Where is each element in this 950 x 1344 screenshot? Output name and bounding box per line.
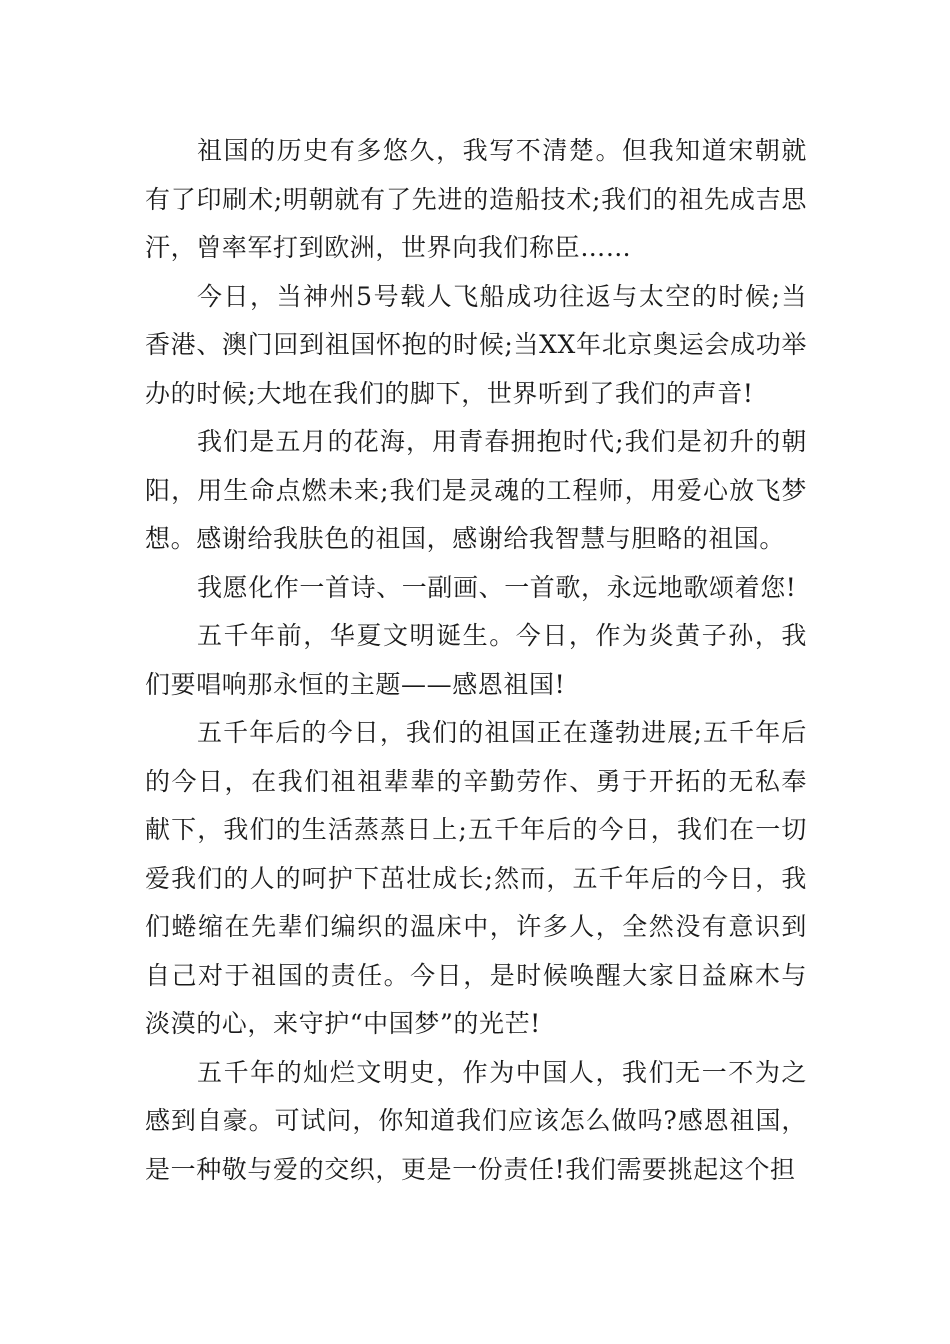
paragraph: 五千年后的今日，我们的祖国正在蓬勃进展;五千年后的今日，在我们祖祖辈辈的辛勤劳作、勇于开拓的无私奉献下，我们的生活蒸蒸日上;五千年后的今日，我们在一切爱我们的人的呵护下茁壮成长;然而，五千年后的今日，我们蜷缩在先辈们编织的温床中，许多人，全然没有意识到自己对于祖国的责任。今日，是时候唤醒大家日益麻木与淡漠的心，来守护“中国梦”的光芒! <box>145 718 807 1038</box>
paragraph: 今日，当神州5号载人飞船成功往返与太空的时候;当香港、澳门回到祖国怀抱的时候;当XX年北京奥运会成功举办的时候;大地在我们的脚下，世界听到了我们的声音! <box>145 281 807 408</box>
paragraph: 我愿化作一首诗、一副画、一首歌，永远地歌颂着您! <box>197 572 797 602</box>
paragraph: 五千年的灿烂文明史，作为中国人，我们无一不为之感到自豪。可试问，你知道我们应该怎么做吗?感恩祖国，是一种敬与爱的交织，更是一份责任!我们需要挑起这个担 <box>145 1057 807 1184</box>
paragraph: 五千年前，华夏文明诞生。今日，作为炎黄子孙，我们要唱响那永恒的主题——感恩祖国! <box>145 621 807 699</box>
document-body <box>145 127 807 1194</box>
paragraph: 祖国的历史有多悠久，我写不清楚。但我知道宋朝就有了印刷术;明朝就有了先进的造船技术;我们的祖先成吉思汗，曾率军打到欧洲，世界向我们称臣…… <box>145 136 807 262</box>
paragraph: 我们是五月的花海，用青春拥抱时代;我们是初升的朝阳，用生命点燃未来;我们是灵魂的工程师，用爱心放飞梦想。感谢给我肤色的祖国，感谢给我智慧与胆略的祖国。 <box>145 427 807 553</box>
